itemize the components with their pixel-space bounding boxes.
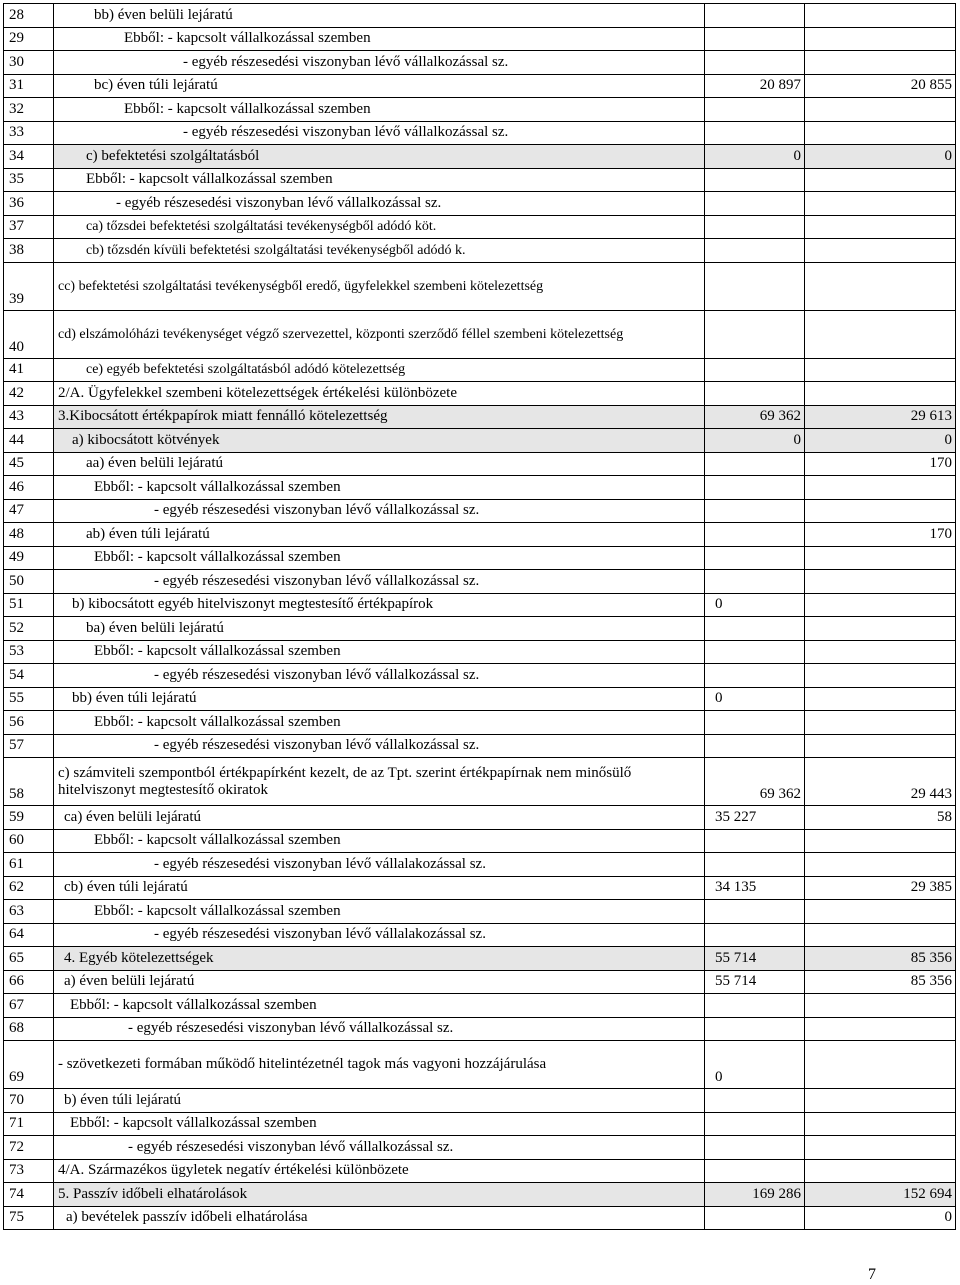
- value-previous-year: 69 362: [705, 758, 805, 806]
- value-previous-year: [705, 476, 805, 500]
- value-current-year: [805, 687, 956, 711]
- value-current-year: [805, 262, 956, 310]
- row-number: 61: [4, 853, 54, 877]
- table-row: [4, 970, 956, 994]
- value-previous-year: [705, 262, 805, 310]
- row-number: 35: [4, 168, 54, 192]
- value-previous-year: [705, 900, 805, 924]
- value-current-year: [805, 900, 956, 924]
- value-previous-year: 169 286: [705, 1183, 805, 1207]
- value-current-year: [805, 168, 956, 192]
- table-row: [4, 499, 956, 523]
- row-number: 49: [4, 546, 54, 570]
- table-row: [4, 310, 956, 358]
- value-current-year: 58: [805, 806, 956, 830]
- table-row: [4, 947, 956, 971]
- row-label: - egyéb részesedési viszonyban lévő vállalakozással sz.: [54, 923, 705, 947]
- value-previous-year: [705, 215, 805, 239]
- value-current-year: [805, 215, 956, 239]
- row-number: 37: [4, 215, 54, 239]
- table-row: [4, 452, 956, 476]
- value-previous-year: [705, 1089, 805, 1113]
- table-row: [4, 1089, 956, 1113]
- row-number: 52: [4, 617, 54, 641]
- page-number: 7: [868, 1266, 876, 1283]
- row-label: cb) tőzsdén kívüli befektetési szolgáltatási tevékenységből adódó k.: [54, 239, 705, 263]
- row-label: Ebből: - kapcsolt vállalkozással szemben: [54, 27, 705, 51]
- row-label: ce) egyéb befektetési szolgáltatásból adódó kötelezettség: [54, 358, 705, 382]
- table-row: [4, 1159, 956, 1183]
- row-number: 43: [4, 405, 54, 429]
- table-row: [4, 121, 956, 145]
- value-current-year: 29 443: [805, 758, 956, 806]
- table-row: [4, 617, 956, 641]
- value-previous-year: [705, 829, 805, 853]
- table-row: [4, 429, 956, 453]
- value-previous-year: 55 714: [705, 947, 805, 971]
- value-previous-year: [705, 734, 805, 758]
- table-row: [4, 806, 956, 830]
- value-previous-year: [705, 546, 805, 570]
- value-current-year: [805, 923, 956, 947]
- row-label: - egyéb részesedési viszonyban lévő vállalkozással sz.: [54, 1136, 705, 1160]
- value-previous-year: [705, 1136, 805, 1160]
- value-previous-year: [705, 1206, 805, 1230]
- row-number: 28: [4, 4, 54, 28]
- row-label: - egyéb részesedési viszonyban lévő vállalkozással sz.: [54, 734, 705, 758]
- table-row: [4, 1017, 956, 1041]
- row-label: cc) befektetési szolgáltatási tevékenységből eredő, ügyfelekkel szembeni kötelezettség: [54, 262, 705, 310]
- row-label: 4/A. Származékos ügyletek negatív értékelési különbözete: [54, 1159, 705, 1183]
- value-current-year: 152 694: [805, 1183, 956, 1207]
- value-previous-year: 55 714: [705, 970, 805, 994]
- row-label: Ebből: - kapcsolt vállalkozással szemben: [54, 900, 705, 924]
- row-number: 31: [4, 74, 54, 98]
- value-current-year: 0: [805, 1206, 956, 1230]
- value-previous-year: [705, 4, 805, 28]
- value-previous-year: [705, 711, 805, 735]
- table-row: [4, 215, 956, 239]
- table-row: [4, 1206, 956, 1230]
- row-number: 67: [4, 994, 54, 1018]
- value-previous-year: 0: [705, 593, 805, 617]
- table-row: [4, 853, 956, 877]
- row-label: - egyéb részesedési viszonyban lévő vállalkozással sz.: [54, 121, 705, 145]
- row-number: 57: [4, 734, 54, 758]
- row-number: 36: [4, 192, 54, 216]
- row-label: - egyéb részesedési viszonyban lévő vállalkozással sz.: [54, 570, 705, 594]
- table-row: [4, 239, 956, 263]
- row-label: - szövetkezeti formában működő hitelintézetnél tagok más vagyoni hozzájárulása: [54, 1041, 705, 1089]
- table-row: [4, 27, 956, 51]
- row-number: 68: [4, 1017, 54, 1041]
- row-number: 46: [4, 476, 54, 500]
- row-number: 60: [4, 829, 54, 853]
- value-current-year: [805, 382, 956, 406]
- value-previous-year: [705, 853, 805, 877]
- row-label: ca) éven belüli lejáratú: [54, 806, 705, 830]
- row-number: 40: [4, 310, 54, 358]
- value-previous-year: 69 362: [705, 405, 805, 429]
- table-body: [4, 4, 956, 1230]
- value-current-year: 0: [805, 429, 956, 453]
- row-number: 58: [4, 758, 54, 806]
- row-number: 53: [4, 640, 54, 664]
- value-current-year: [805, 121, 956, 145]
- value-previous-year: [705, 121, 805, 145]
- value-current-year: [805, 239, 956, 263]
- liabilities-table: [3, 3, 956, 1230]
- table-row: [4, 1136, 956, 1160]
- table-row: [4, 829, 956, 853]
- table-row: [4, 382, 956, 406]
- row-number: 30: [4, 51, 54, 75]
- table-row: [4, 262, 956, 310]
- table-row: [4, 1112, 956, 1136]
- value-previous-year: [705, 51, 805, 75]
- row-number: 69: [4, 1041, 54, 1089]
- value-previous-year: 34 135: [705, 876, 805, 900]
- row-label: bb) éven belüli lejáratú: [54, 4, 705, 28]
- table-row: [4, 4, 956, 28]
- row-label: - egyéb részesedési viszonyban lévő vállalkozással sz.: [54, 499, 705, 523]
- row-number: 42: [4, 382, 54, 406]
- row-label: Ebből: - kapcsolt vállalkozással szemben: [54, 711, 705, 735]
- value-current-year: [805, 1017, 956, 1041]
- row-label: 4. Egyéb kötelezettségek: [54, 947, 705, 971]
- row-number: 56: [4, 711, 54, 735]
- value-previous-year: [705, 168, 805, 192]
- row-number: 51: [4, 593, 54, 617]
- row-label: 5. Passzív időbeli elhatárolások: [54, 1183, 705, 1207]
- value-previous-year: [705, 382, 805, 406]
- value-previous-year: [705, 664, 805, 688]
- value-previous-year: [705, 1159, 805, 1183]
- row-label: - egyéb részesedési viszonyban lévő vállalkozással sz.: [54, 1017, 705, 1041]
- value-previous-year: 0: [705, 145, 805, 169]
- value-current-year: [805, 1136, 956, 1160]
- value-current-year: [805, 593, 956, 617]
- table-row: [4, 145, 956, 169]
- value-current-year: [805, 358, 956, 382]
- value-current-year: [805, 853, 956, 877]
- value-current-year: [805, 192, 956, 216]
- table-row: [4, 476, 956, 500]
- value-current-year: [805, 664, 956, 688]
- value-previous-year: [705, 994, 805, 1018]
- row-number: 75: [4, 1206, 54, 1230]
- row-number: 72: [4, 1136, 54, 1160]
- value-current-year: 0: [805, 145, 956, 169]
- table-row: [4, 758, 956, 806]
- row-label: Ebből: - kapcsolt vállalkozással szemben: [54, 546, 705, 570]
- table-row: [4, 734, 956, 758]
- value-previous-year: 0: [705, 687, 805, 711]
- value-current-year: 170: [805, 523, 956, 547]
- row-label: Ebből: - kapcsolt vállalkozással szemben: [54, 98, 705, 122]
- value-previous-year: [705, 452, 805, 476]
- table-row: [4, 98, 956, 122]
- table-row: [4, 923, 956, 947]
- row-label: Ebből: - kapcsolt vállalkozással szemben: [54, 829, 705, 853]
- row-label: Ebből: - kapcsolt vállalkozással szemben: [54, 476, 705, 500]
- value-previous-year: [705, 640, 805, 664]
- value-current-year: [805, 499, 956, 523]
- value-current-year: [805, 994, 956, 1018]
- value-current-year: [805, 546, 956, 570]
- value-previous-year: [705, 192, 805, 216]
- row-number: 45: [4, 452, 54, 476]
- row-label: Ebből: - kapcsolt vállalkozással szemben: [54, 994, 705, 1018]
- row-label: b) éven túli lejáratú: [54, 1089, 705, 1113]
- value-current-year: [805, 4, 956, 28]
- row-label: a) éven belüli lejáratú: [54, 970, 705, 994]
- table-row: [4, 687, 956, 711]
- value-previous-year: [705, 923, 805, 947]
- row-label: c) befektetési szolgáltatásból: [54, 145, 705, 169]
- value-current-year: [805, 1112, 956, 1136]
- value-previous-year: [705, 523, 805, 547]
- row-label: c) számviteli szempontból értékpapírként kezelt, de az Tpt. szerint értékpapírnak nem minősülő hitelviszonyt megtestesítő okiratok: [54, 758, 705, 806]
- value-current-year: 85 356: [805, 970, 956, 994]
- value-current-year: [805, 1159, 956, 1183]
- row-label: ca) tőzsdei befektetési szolgáltatási tevékenységből adódó köt.: [54, 215, 705, 239]
- table-row: [4, 74, 956, 98]
- value-current-year: 29 385: [805, 876, 956, 900]
- value-current-year: 170: [805, 452, 956, 476]
- row-number: 63: [4, 900, 54, 924]
- table-row: [4, 405, 956, 429]
- value-previous-year: [705, 499, 805, 523]
- table-row: [4, 593, 956, 617]
- value-previous-year: [705, 1112, 805, 1136]
- value-current-year: [805, 711, 956, 735]
- value-current-year: 20 855: [805, 74, 956, 98]
- row-number: 34: [4, 145, 54, 169]
- value-current-year: [805, 1089, 956, 1113]
- value-current-year: [805, 617, 956, 641]
- table-row: [4, 168, 956, 192]
- value-current-year: [805, 734, 956, 758]
- row-number: 39: [4, 262, 54, 310]
- row-label: cb) éven túli lejáratú: [54, 876, 705, 900]
- row-number: 29: [4, 27, 54, 51]
- value-previous-year: [705, 617, 805, 641]
- row-label: Ebből: - kapcsolt vállalkozással szemben: [54, 1112, 705, 1136]
- value-current-year: [805, 640, 956, 664]
- value-current-year: 85 356: [805, 947, 956, 971]
- row-number: 54: [4, 664, 54, 688]
- row-number: 33: [4, 121, 54, 145]
- row-number: 47: [4, 499, 54, 523]
- row-label: a) bevételek passzív időbeli elhatárolása: [54, 1206, 705, 1230]
- table-row: [4, 358, 956, 382]
- value-previous-year: 20 897: [705, 74, 805, 98]
- row-number: 74: [4, 1183, 54, 1207]
- row-number: 41: [4, 358, 54, 382]
- row-number: 62: [4, 876, 54, 900]
- value-previous-year: 0: [705, 429, 805, 453]
- value-previous-year: 35 227: [705, 806, 805, 830]
- row-label: Ebből: - kapcsolt vállalkozással szemben: [54, 640, 705, 664]
- table-row: [4, 192, 956, 216]
- table-row: [4, 664, 956, 688]
- row-label: ab) éven túli lejáratú: [54, 523, 705, 547]
- value-current-year: [805, 829, 956, 853]
- row-number: 55: [4, 687, 54, 711]
- table-row: [4, 523, 956, 547]
- value-current-year: [805, 98, 956, 122]
- row-number: 66: [4, 970, 54, 994]
- table-row: [4, 51, 956, 75]
- row-number: 70: [4, 1089, 54, 1113]
- row-label: a) kibocsátott kötvények: [54, 429, 705, 453]
- row-label: cd) elszámolóházi tevékenységet végző szervezettel, központi szerződő féllel szembeni kötelezettség: [54, 310, 705, 358]
- row-label: 3.Kibocsátott értékpapírok miatt fennálló kötelezettség: [54, 405, 705, 429]
- table-row: [4, 640, 956, 664]
- value-previous-year: [705, 239, 805, 263]
- value-current-year: [805, 476, 956, 500]
- row-label: - egyéb részesedési viszonyban lévő vállalkozással sz.: [54, 664, 705, 688]
- table-row: [4, 570, 956, 594]
- row-number: 44: [4, 429, 54, 453]
- value-current-year: [805, 51, 956, 75]
- row-number: 59: [4, 806, 54, 830]
- table-row: [4, 1183, 956, 1207]
- table-row: [4, 994, 956, 1018]
- row-number: 38: [4, 239, 54, 263]
- table-row: [4, 900, 956, 924]
- row-label: - egyéb részesedési viszonyban lévő vállalkozással sz.: [54, 192, 705, 216]
- value-current-year: 29 613: [805, 405, 956, 429]
- row-label: ba) éven belüli lejáratú: [54, 617, 705, 641]
- row-label: Ebből: - kapcsolt vállalkozással szemben: [54, 168, 705, 192]
- value-previous-year: 0: [705, 1041, 805, 1089]
- row-label: aa) éven belüli lejáratú: [54, 452, 705, 476]
- row-number: 48: [4, 523, 54, 547]
- table-row: [4, 1041, 956, 1089]
- row-label: - egyéb részesedési viszonyban lévő vállalkozással sz.: [54, 51, 705, 75]
- row-number: 50: [4, 570, 54, 594]
- value-current-year: [805, 1041, 956, 1089]
- row-number: 32: [4, 98, 54, 122]
- value-previous-year: [705, 358, 805, 382]
- value-previous-year: [705, 27, 805, 51]
- value-current-year: [805, 570, 956, 594]
- value-previous-year: [705, 98, 805, 122]
- row-label: b) kibocsátott egyéb hitelviszonyt megtestesítő értékpapírok: [54, 593, 705, 617]
- table-row: [4, 546, 956, 570]
- value-previous-year: [705, 1017, 805, 1041]
- table-row: [4, 876, 956, 900]
- table-row: [4, 711, 956, 735]
- row-number: 65: [4, 947, 54, 971]
- row-number: 64: [4, 923, 54, 947]
- row-label: - egyéb részesedési viszonyban lévő vállalakozással sz.: [54, 853, 705, 877]
- row-number: 71: [4, 1112, 54, 1136]
- value-current-year: [805, 310, 956, 358]
- row-number: 73: [4, 1159, 54, 1183]
- value-previous-year: [705, 570, 805, 594]
- value-previous-year: [705, 310, 805, 358]
- row-label: 2/A. Ügyfelekkel szembeni kötelezettségek értékelési különbözete: [54, 382, 705, 406]
- row-label: bb) éven túli lejáratú: [54, 687, 705, 711]
- row-label: bc) éven túli lejáratú: [54, 74, 705, 98]
- value-current-year: [805, 27, 956, 51]
